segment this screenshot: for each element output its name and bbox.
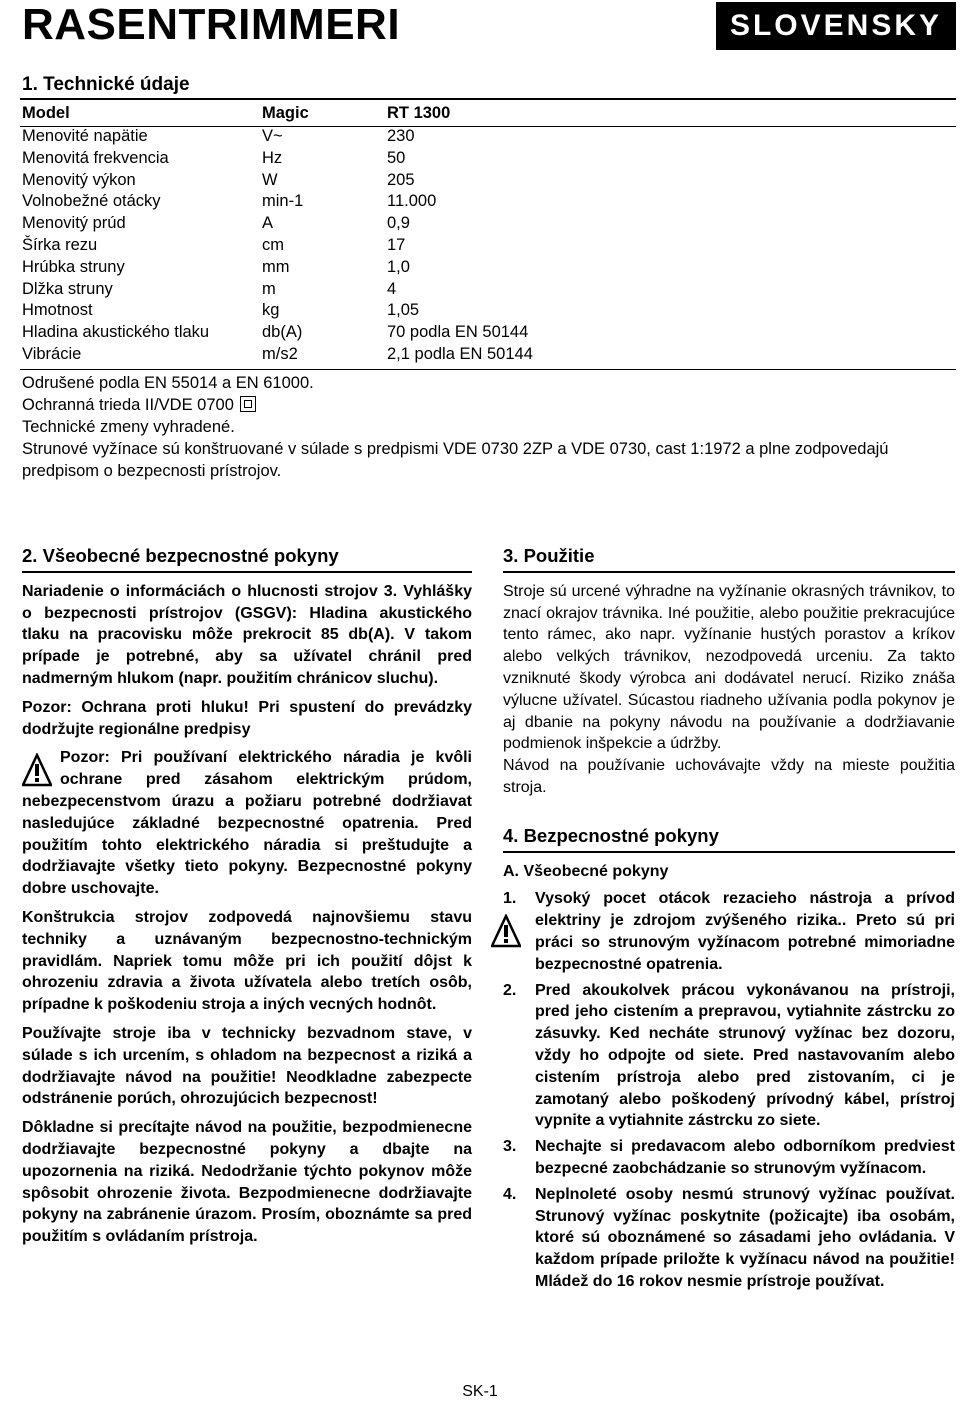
list-item-number: 4. (503, 1185, 517, 1203)
left-column (22, 545, 472, 1255)
list-item-text: Neplnoleté osoby nesmú strunový vyžínac používat. Strunový vyžínac poskytnite (požicajte) iba osobám, ktoré sú oboznámené so zásadami jeho ovládania. V každom prípade priložte k vyžínacu návod na použitie! Mládež do 16 rokov nesmie prístroje používat. (535, 1185, 955, 1290)
list-item-text: Pred akoukolvek prácou vykonávanou na prístroji, pred jeho cistením a prepravou, vytiahnite zástrcku zo zásuvky. Ked necháte strunový vyžínac bez dozoru, vždy ho odpojte od siete. Pred nastavovaním alebo cistením prístroja alebo pred zistovaním, ci je zamotaný alebo poškodený prívodný kábel, prístroj vypnite a vytiahnite zástrcku zo siete. (535, 981, 955, 1130)
section-4-heading: 4. Bezpecnostné pokyny (503, 825, 955, 853)
spec-label: Vibrácie (22, 344, 82, 363)
list-item (503, 1184, 955, 1293)
divider (20, 98, 956, 100)
list-item-number: 2. (503, 981, 517, 999)
table-row (22, 126, 533, 148)
double-insulation-icon (240, 396, 256, 412)
list-item-number: 1. (503, 890, 517, 908)
spec-unit: Hz (262, 148, 283, 167)
section-2-heading: 2. Všeobecné bezpecnostné pokyny (22, 545, 472, 573)
noise-warning: Pozor: Ochrana proti hluku! Pri spustení do prevádzky dodržujte regionálne predpisy (22, 698, 472, 738)
spec-value: 17 (387, 235, 406, 254)
spec-label: Menovité napätie (22, 127, 148, 145)
electric-safety-paragraph (22, 747, 472, 900)
spec-unit: V~ (262, 127, 283, 145)
table-row (22, 300, 533, 322)
spec-value: 2,1 podla EN 50144 (387, 344, 533, 363)
table-row (22, 257, 533, 279)
spec-label: Volnobežné otácky (22, 192, 161, 211)
list-item (503, 980, 955, 1133)
spec-label: Hmotnost (22, 301, 93, 320)
section-4a-subheading: A. Všeobecné pokyny (503, 862, 669, 880)
table-row (22, 170, 533, 192)
spec-label: Menovitý prúd (22, 214, 126, 233)
spec-value: 4 (387, 279, 397, 298)
section-1-heading: 1. Technické údaje (22, 74, 190, 95)
read-manual-paragraph: Dôkladne si precítajte návod na použitie, bezpodmienecne dodržiavajte bezpecnostné pokyny a dbajte na upozornenia na riziká. Nedodržanie týchto pokynov môže spôsobit ohrozenie života. Bezpodmienecne dodržiavajte pokyny na zabránenie úrazom. Prosím, oboznámte sa pred použitím s ovládaním prístroja. (22, 1119, 472, 1246)
spec-label: Šírka rezu (22, 235, 98, 254)
page-number: SK-1 (462, 1383, 498, 1400)
list-item-text: Nechajte si predavacom alebo odborníkom predviest bezpecné zaobchádzanie so strunovým vyžínacom. (535, 1138, 955, 1177)
divider (20, 369, 956, 370)
warning-icon (491, 914, 521, 948)
spec-label: Hladina akustického tlaku (22, 323, 210, 342)
spec-value: 230 (387, 127, 415, 145)
noise-paragraph: Nariadenie o informáciách o hlucnosti strojov 3. Vyhlášky o bezpecnosti prístrojov (GSGV): Hladina akustického tlaku na pracovisku môže prekrocit 85 db(A). V takom prípade je potrebné, aby sa užívatel chránil pred nadmerným hlukom (napr. použitím chránicov sluchu). (22, 582, 472, 687)
spec-header-cell: Model (22, 104, 70, 123)
compliance-note: Strunové vyžínace sú konštruované v súlade s predpismi VDE 0730 2ZP a VDE 0730, cast 1:1972 a plne zodpovedajú predpisom o bezpecnosti prístrojov. (22, 440, 889, 480)
spec-label: Menovitá frekvencia (22, 148, 169, 167)
spec-value: 11.000 (387, 192, 437, 211)
safety-list (503, 888, 955, 1292)
table-row (22, 213, 533, 235)
spec-unit: db(A) (262, 323, 303, 342)
protection-class-line (22, 394, 956, 416)
spec-table (22, 102, 533, 366)
construction-paragraph: Konštrukcia strojov zodpovedá najnovšiemu stavu techniky a uznávaným bezpecnostno-technickým pravidlám. Napriek tomu môže pri ich použití dôjst k ohrozeniu zdravia a života užívatela alebo tretích osôb, prípadne k poškodeniu stroja a iných vecných hodnôt. (22, 908, 472, 1014)
spec-value: 70 podla EN 50144 (387, 323, 529, 342)
spec-notes (22, 372, 956, 482)
spec-label: Menovitý výkon (22, 170, 136, 189)
spec-unit: min-1 (262, 192, 304, 211)
spec-value: 50 (387, 148, 406, 167)
spec-unit: cm (262, 235, 284, 254)
interference-note: Odrušené podla EN 55014 a EN 61000. (22, 374, 314, 392)
table-row (22, 322, 533, 344)
manual-storage-paragraph: Návod na používanie uchovávajte vždy na mieste použitia stroja. (503, 757, 955, 796)
table-row (22, 279, 533, 301)
spec-label: Dlžka struny (22, 279, 113, 298)
spec-label: Hrúbka struny (22, 257, 125, 276)
spec-header-cell: Magic (262, 104, 309, 123)
spec-value: 1,05 (387, 301, 420, 320)
language-badge: SLOVENSKY (716, 2, 956, 50)
spec-unit: W (262, 170, 278, 189)
protection-class-note: Ochranná trieda II/VDE 0700 (22, 396, 234, 414)
spec-unit: A (262, 214, 274, 233)
spec-unit: kg (262, 301, 280, 320)
spec-header-cell: RT 1300 (387, 104, 451, 123)
spec-value: 205 (387, 170, 415, 189)
spec-value: 1,0 (387, 257, 410, 276)
spec-table-header (22, 102, 533, 126)
right-column (503, 545, 955, 1297)
spec-unit: mm (262, 257, 290, 276)
electric-safety-text: Pozor: Pri používaní elektrického náradia je kvôli ochrane pred zásahom elektrickým prúdom, nebezpecenstvom úrazu a požiaru potrebné dodržiavat nasledujúce základné bezpecnostné opatrenia. Pred použitím tohto elektrického náradia si preštudujte a dodržiavajte všetky tieto pokyny. Bezpecnostné pokyny dobre uschovajte. (22, 749, 472, 898)
divider (20, 126, 956, 127)
list-item-number: 3. (503, 1138, 517, 1156)
spec-unit: m/s2 (262, 344, 298, 363)
list-item (503, 1136, 955, 1180)
changes-note: Technické zmeny vyhradené. (22, 418, 235, 436)
table-row (22, 191, 533, 213)
list-item (503, 888, 955, 975)
intended-use-paragraph: Stroje sú urcené výhradne na vyžínanie okrasných trávnikov, to znací okrajov trávnika. Iné použitie, alebo použitie prekracujúce tento rámec, ako napr. vyžínanie hustých porastov a kríkov alebo velkých trávnikov, nezodpovedá urceniu. Za takto vzniknuté škody výrobca ani dodávatel nerucí. Riziko znáša výlucne užívatel. Súcastou riadneho užívania podla pokynov je aj dbanie na pokyny návodu na používanie a dodržiavanie podmienok inšpekcie a údržby. (503, 582, 955, 753)
table-row (22, 235, 533, 257)
document-title: RASENTRIMMERI (22, 0, 401, 49)
warning-icon (22, 753, 52, 787)
list-item-text: Vysoký pocet otácok rezacieho nástroja a prívod elektriny je zdrojom zvýšeného rizika.. Preto sú pri práci so strunovým vyžínacom potrebné mimoriadne bezpecnostné opatrenia. (535, 890, 955, 973)
spec-unit: m (262, 279, 276, 298)
spec-value: 0,9 (387, 214, 410, 233)
table-row (22, 148, 533, 170)
usage-condition-paragraph: Používajte stroje iba v technicky bezvadnom stave, v súlade s ich urcením, s ohladom na bezpecnost a riziká a dodržiavajte návod na použitie! Neodkladne zabezpecte odstránenie porúch, ohrozujúcich bezpecnost! (22, 1024, 472, 1108)
section-3-heading: 3. Použitie (503, 545, 955, 573)
table-row (22, 344, 533, 366)
